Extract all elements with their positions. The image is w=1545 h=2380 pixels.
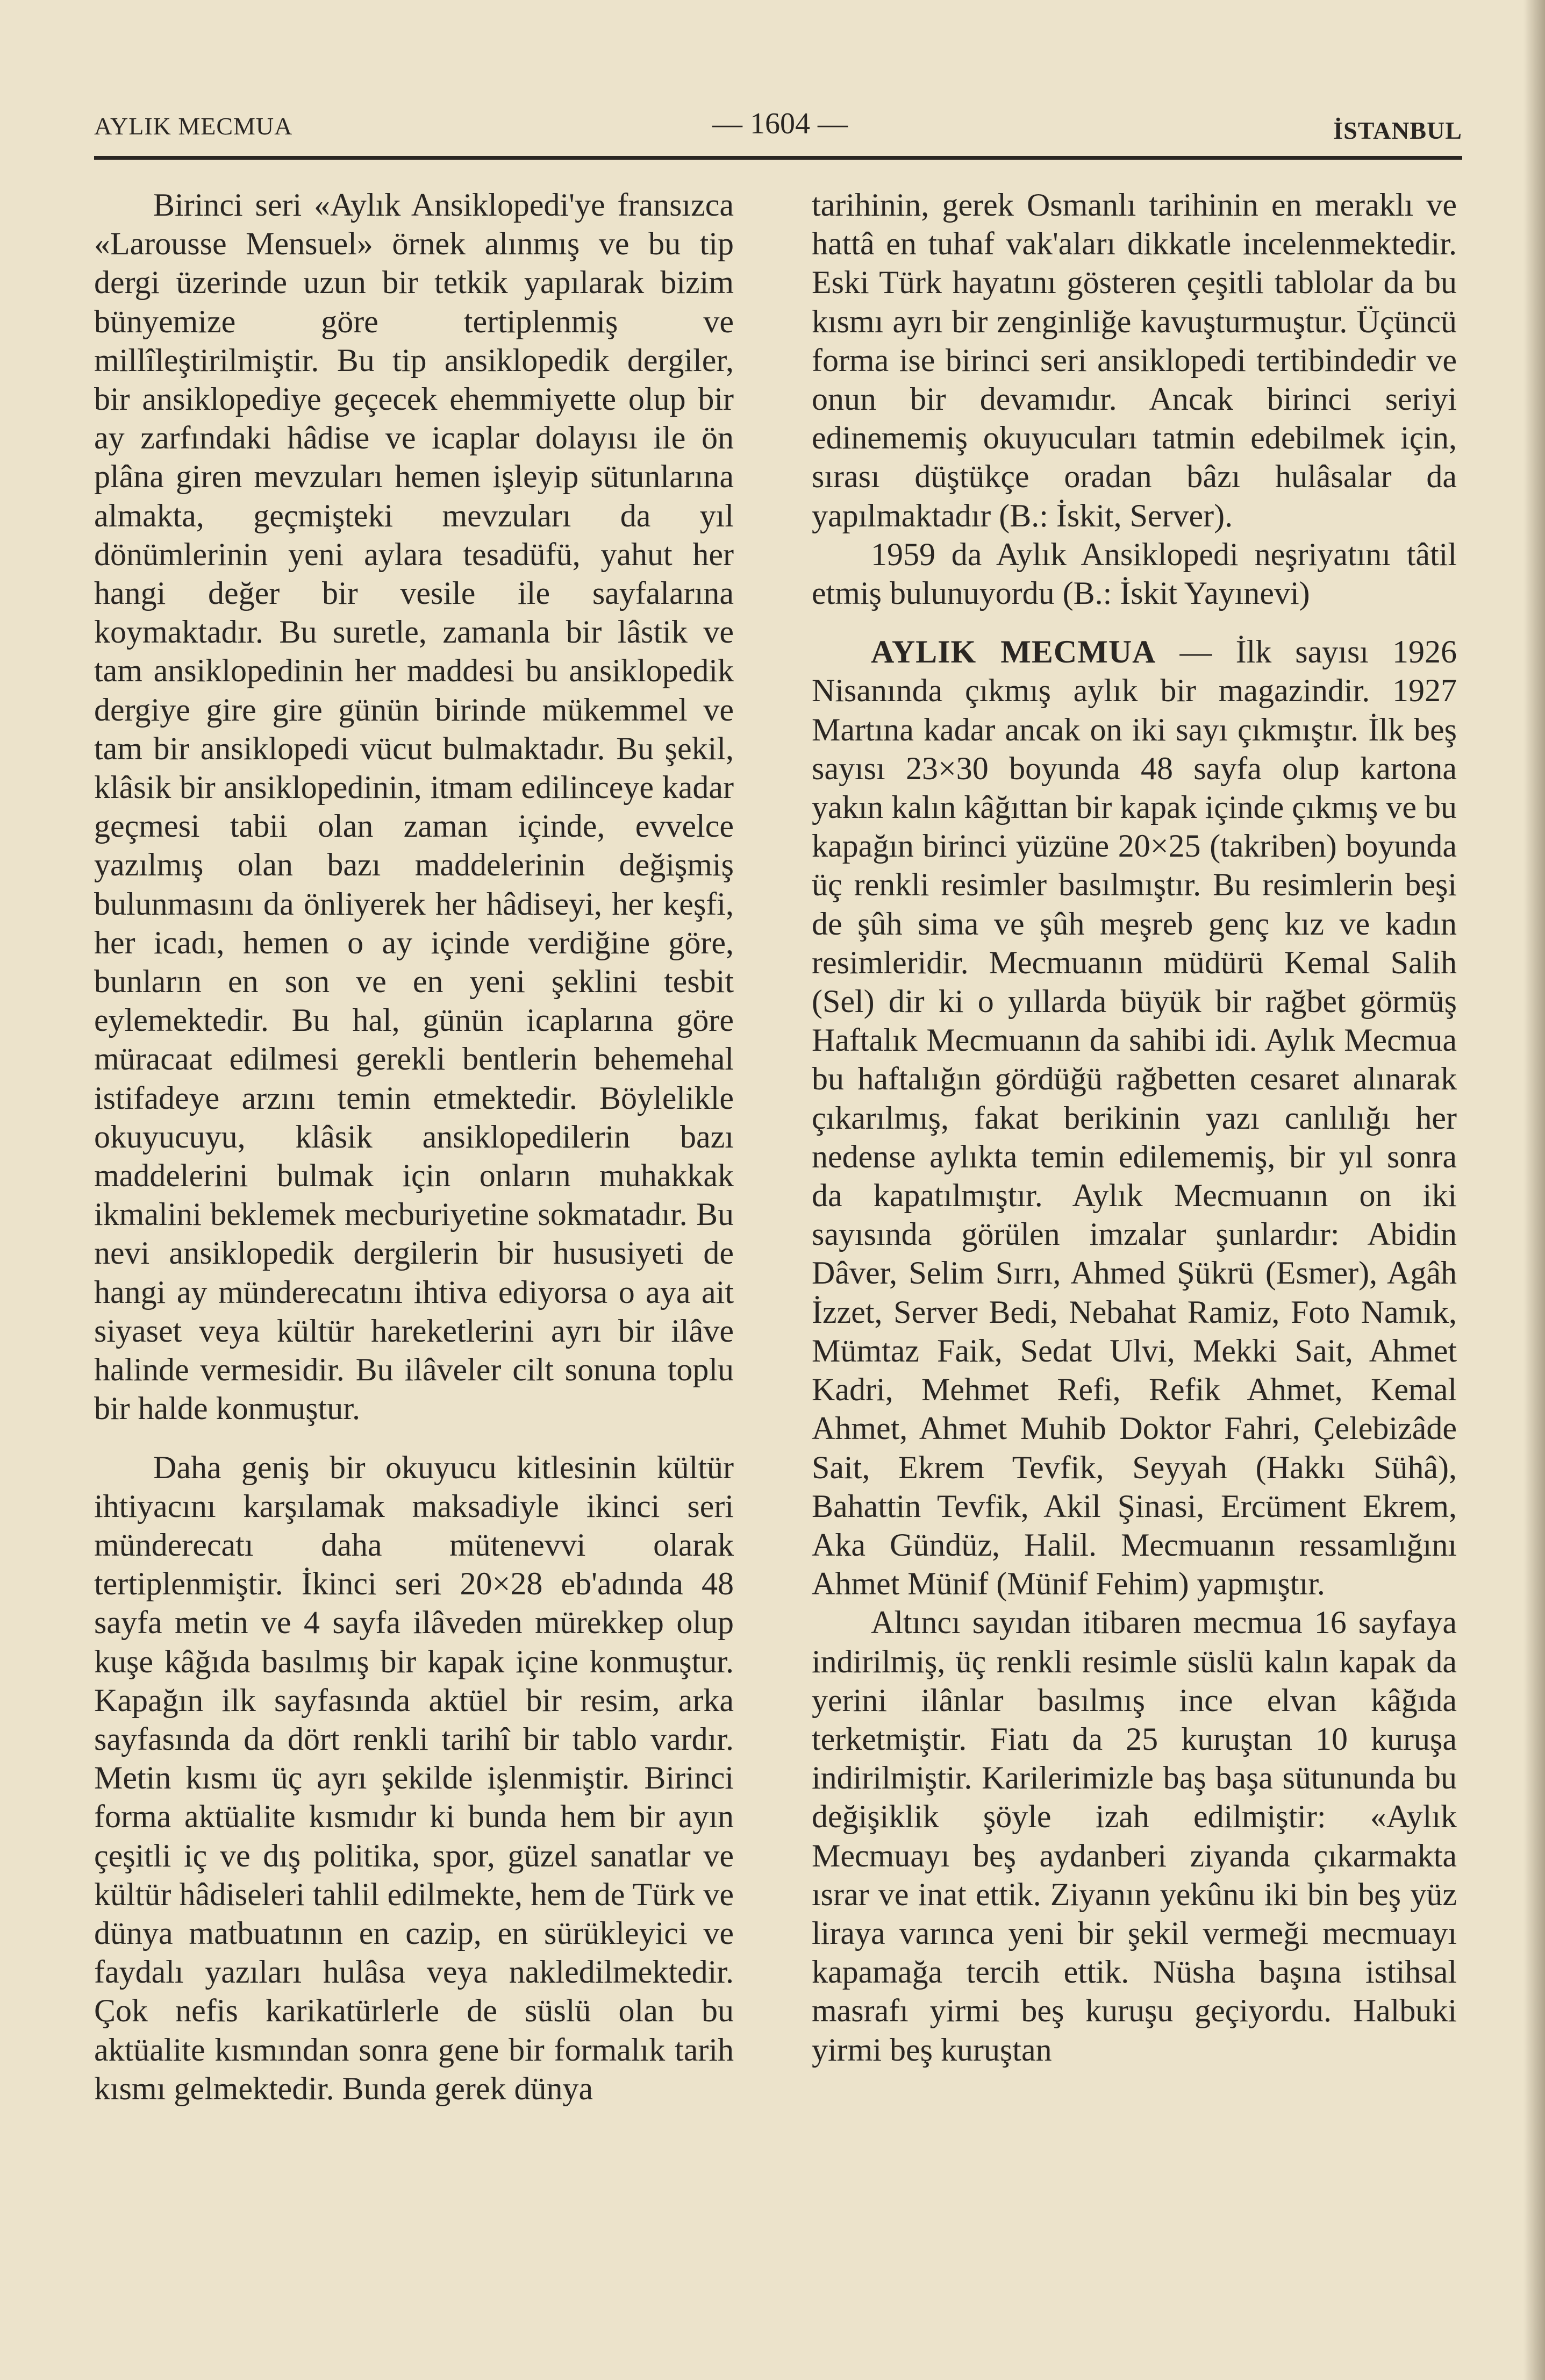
paragraph: Birinci seri «Aylık Ansiklopedi'ye fransızca «Larousse Mensuel» örnek alınmış ve bu tip dergi üzerinde uzun bir tetkik yapılarak bizim bünyemize göre tertiplenmiş ve millîleştirilmiştir. Bu tip ansiklopedik dergiler, bir ansiklopediye geçecek ehemmiyette olup bir ay zarfındaki hâdise ve icaplar dolayısı ile ön plâna giren mevzuları hemen işleyip sütunlarına almakta, geçmişteki mevzuları da yıl dönümlerinin yeni aylara tesadüfü, yahut her hangi değer bir vesile ile sayfalarına koymaktadır. Bu suretle, zamanla bir lâstik ve tam ansiklopedinin her maddesi bu ansiklopedik dergiye gire gire günün birinde mükemmel ve tam bir ansiklopedi vücut bulmaktadır. Bu şekil, klâsik bir ansiklopedinin, itmam edilinceye kadar geçmesi tabii olan zaman içinde, evvelce yazılmış olan bazı maddelerinin değişmiş bulunmasını da önliyerek her hâdiseyi, her keşfi, her icadı, hemen o ay içinde verdiğine göre, bunların en son ve en yeni şeklini tesbit eylemektedir. Bu hal, günün icaplarına göre müracaat edilmesi gerekli bentlerin behemehal istifadeye arzını temin etmektedir. Böylelikle okuyucuyu, klâsik ansiklopedilerin bazı maddelerini bulmak için onların muhakkak ikmalini beklemek mecburiyetine sokmatadır. Bu nevi ansiklopedik dergilerin bir hususiyeti de hangi ay münderecatını ihtiva ediyorsa o aya ait siyaset veya kültür hareketlerini ayrı bir ilâve halinde vermesidir. Bu ilâveler cilt sonuna toplu bir halde konmuştur. bbox=[94, 187, 734, 1427]
paragraph: 1959 da Aylık Ansiklopedi neşriyatını tâtil etmiş bulunuyordu (B.: İskit Yayınevi) bbox=[812, 536, 1457, 611]
header-rule bbox=[94, 156, 1462, 160]
page-number: — 1604 — bbox=[712, 107, 848, 140]
page-header bbox=[94, 102, 1462, 156]
entry-text: — İlk sayısı 1926 Nisanında çıkmış aylık bir magazindir. 1927 Martına kadar ancak on iki sayı çıkmıştır. İlk beş sayısı 23×30 boyunda 48 sayfa olup kartona yakın kalın kâğıttan bir kapak içinde çıkmış ve bu kapağın birinci yüzüne 20×25 (takriben) boyunda üç renkli resimler basılmıştır. Bu resimlerin beşi de şûh sima ve şûh meşreb genç kız ve kadın resimleridir. Mecmuanın müdürü Kemal Salih (Sel) dir ki o yıllarda büyük bir rağbet görmüş Haftalık Mecmuanın da sahibi idi. Aylık Mecmua bu haftalığın gördüğü rağbetten cesaret alınarak çıkarılmış, fakat berikinin yazı canlılığı her nedense aylıkta temin edilememiş, bir yıl sonra da kapatılmıştır. Aylık Mecmuanın on iki sayısında görülen imzalar şunlardır: Abidin Dâver, Selim Sırrı, Ahmed Şükrü (Esmer), Agâh İzzet, Server Bedi, Nebahat Ramiz, Foto Namık, Mümtaz Faik, Sedat Ulvi, Mekki Sait, Ahmet Kadri, Mehmet Refi, Refik Ahmet, Kemal Ahmet, Ahmet Muhib Doktor Fahri, Çelebizâde Sait, Ekrem Tevfik, Seyyah (Hakkı Sühâ), Bahattin Tevfik, Akil Şinasi, Ercüment Ekrem, Aka Gündüz, Halil. Mecmuanın ressamlığını Ahmet Münif (Münif Fehim) yapmıştır. bbox=[812, 634, 1457, 1602]
entry-heading: AYLIK MECMUA bbox=[871, 634, 1156, 670]
page-edge-shadow bbox=[1523, 0, 1545, 2380]
right-column bbox=[812, 186, 1457, 2069]
running-title: AYLIK MECMUA bbox=[94, 112, 293, 140]
paragraph: Altıncı sayıdan itibaren mecmua 16 sayfaya indirilmiş, üç renkli resimle süslü kalın kapak da yerini ilânlar basılmış ince elvan kâğıda terketmiştir. Fiatı da 25 kuruştan 10 kuruşa indirilmiştir. Karilerimizle baş başa sütununda bu değişiklik şöyle izah edilmiştir: «Aylık Mecmuayı beş aydanberi ziyanda çıkarmakta ısrar ve inat ettik. Ziyanın yekûnu iki bin beş yüz liraya varınca yeni bir şekil vermeği mecmuayı kapamağa tercih ettik. Nüsha başına istihsal masrafı yirmi beş kuruşu geçiyordu. Halbuki yirmi beş kuruştan bbox=[812, 1605, 1457, 2068]
paragraph: tarihinin, gerek Osmanlı tarihinin en meraklı ve hattâ en tuhaf vak'aları dikkatle incelenmektedir. Eski Türk hayatını gösteren çeşitli tablolar da bu kısmı ayrı bir zenginliğe kavuşturmuştur. Üçüncü forma ise birinci seri ansiklopedi tertibindedir ve onun bir devamıdır. Ancak birinci seriyi edinememiş okuyucuları tatmin edebilmek için, sırası düştükçe oradan bâzı hulâsalar da yapılmaktadır (B.: İskit, Server). bbox=[812, 187, 1457, 533]
left-column bbox=[94, 186, 734, 2108]
paragraph: Daha geniş bir okuyucu kitlesinin kültür ihtiyacını karşılamak maksadiyle ikinci seri münderecatı daha mütenevvi olarak tertiplenmiştir. İkinci seri 20×28 eb'adında 48 sayfa metin ve 4 sayfa ilâveden mürekkep olup kuşe kâğıda basılmış bir kapak içine konmuştur. Kapağın ilk sayfasında aktüel bir resim, arka sayfasında da dört renkli tarihî bir tablo vardır. Metin kısmı üç ayrı şekilde işlenmiştir. Birinci forma aktüalite kısmıdır ki bunda hem bir ayın çeşitli iç ve dış politika, spor, güzel sanatlar ve kültür hâdiseleri tahlil edilmekte, hem de Türk ve dünya matbuatının en cazip, en sürükleyici ve faydalı yazıları hulâsa veya nakledilmektedir. Çok nefis karikatürlerle de süslü olan bu aktüalite kısmından sonra gene bir formalık tarih kısmı gelmektedir. Bunda gerek dünya bbox=[94, 1449, 734, 2106]
entry-paragraph bbox=[812, 632, 1457, 1603]
running-location: İSTANBUL bbox=[1333, 117, 1462, 144]
